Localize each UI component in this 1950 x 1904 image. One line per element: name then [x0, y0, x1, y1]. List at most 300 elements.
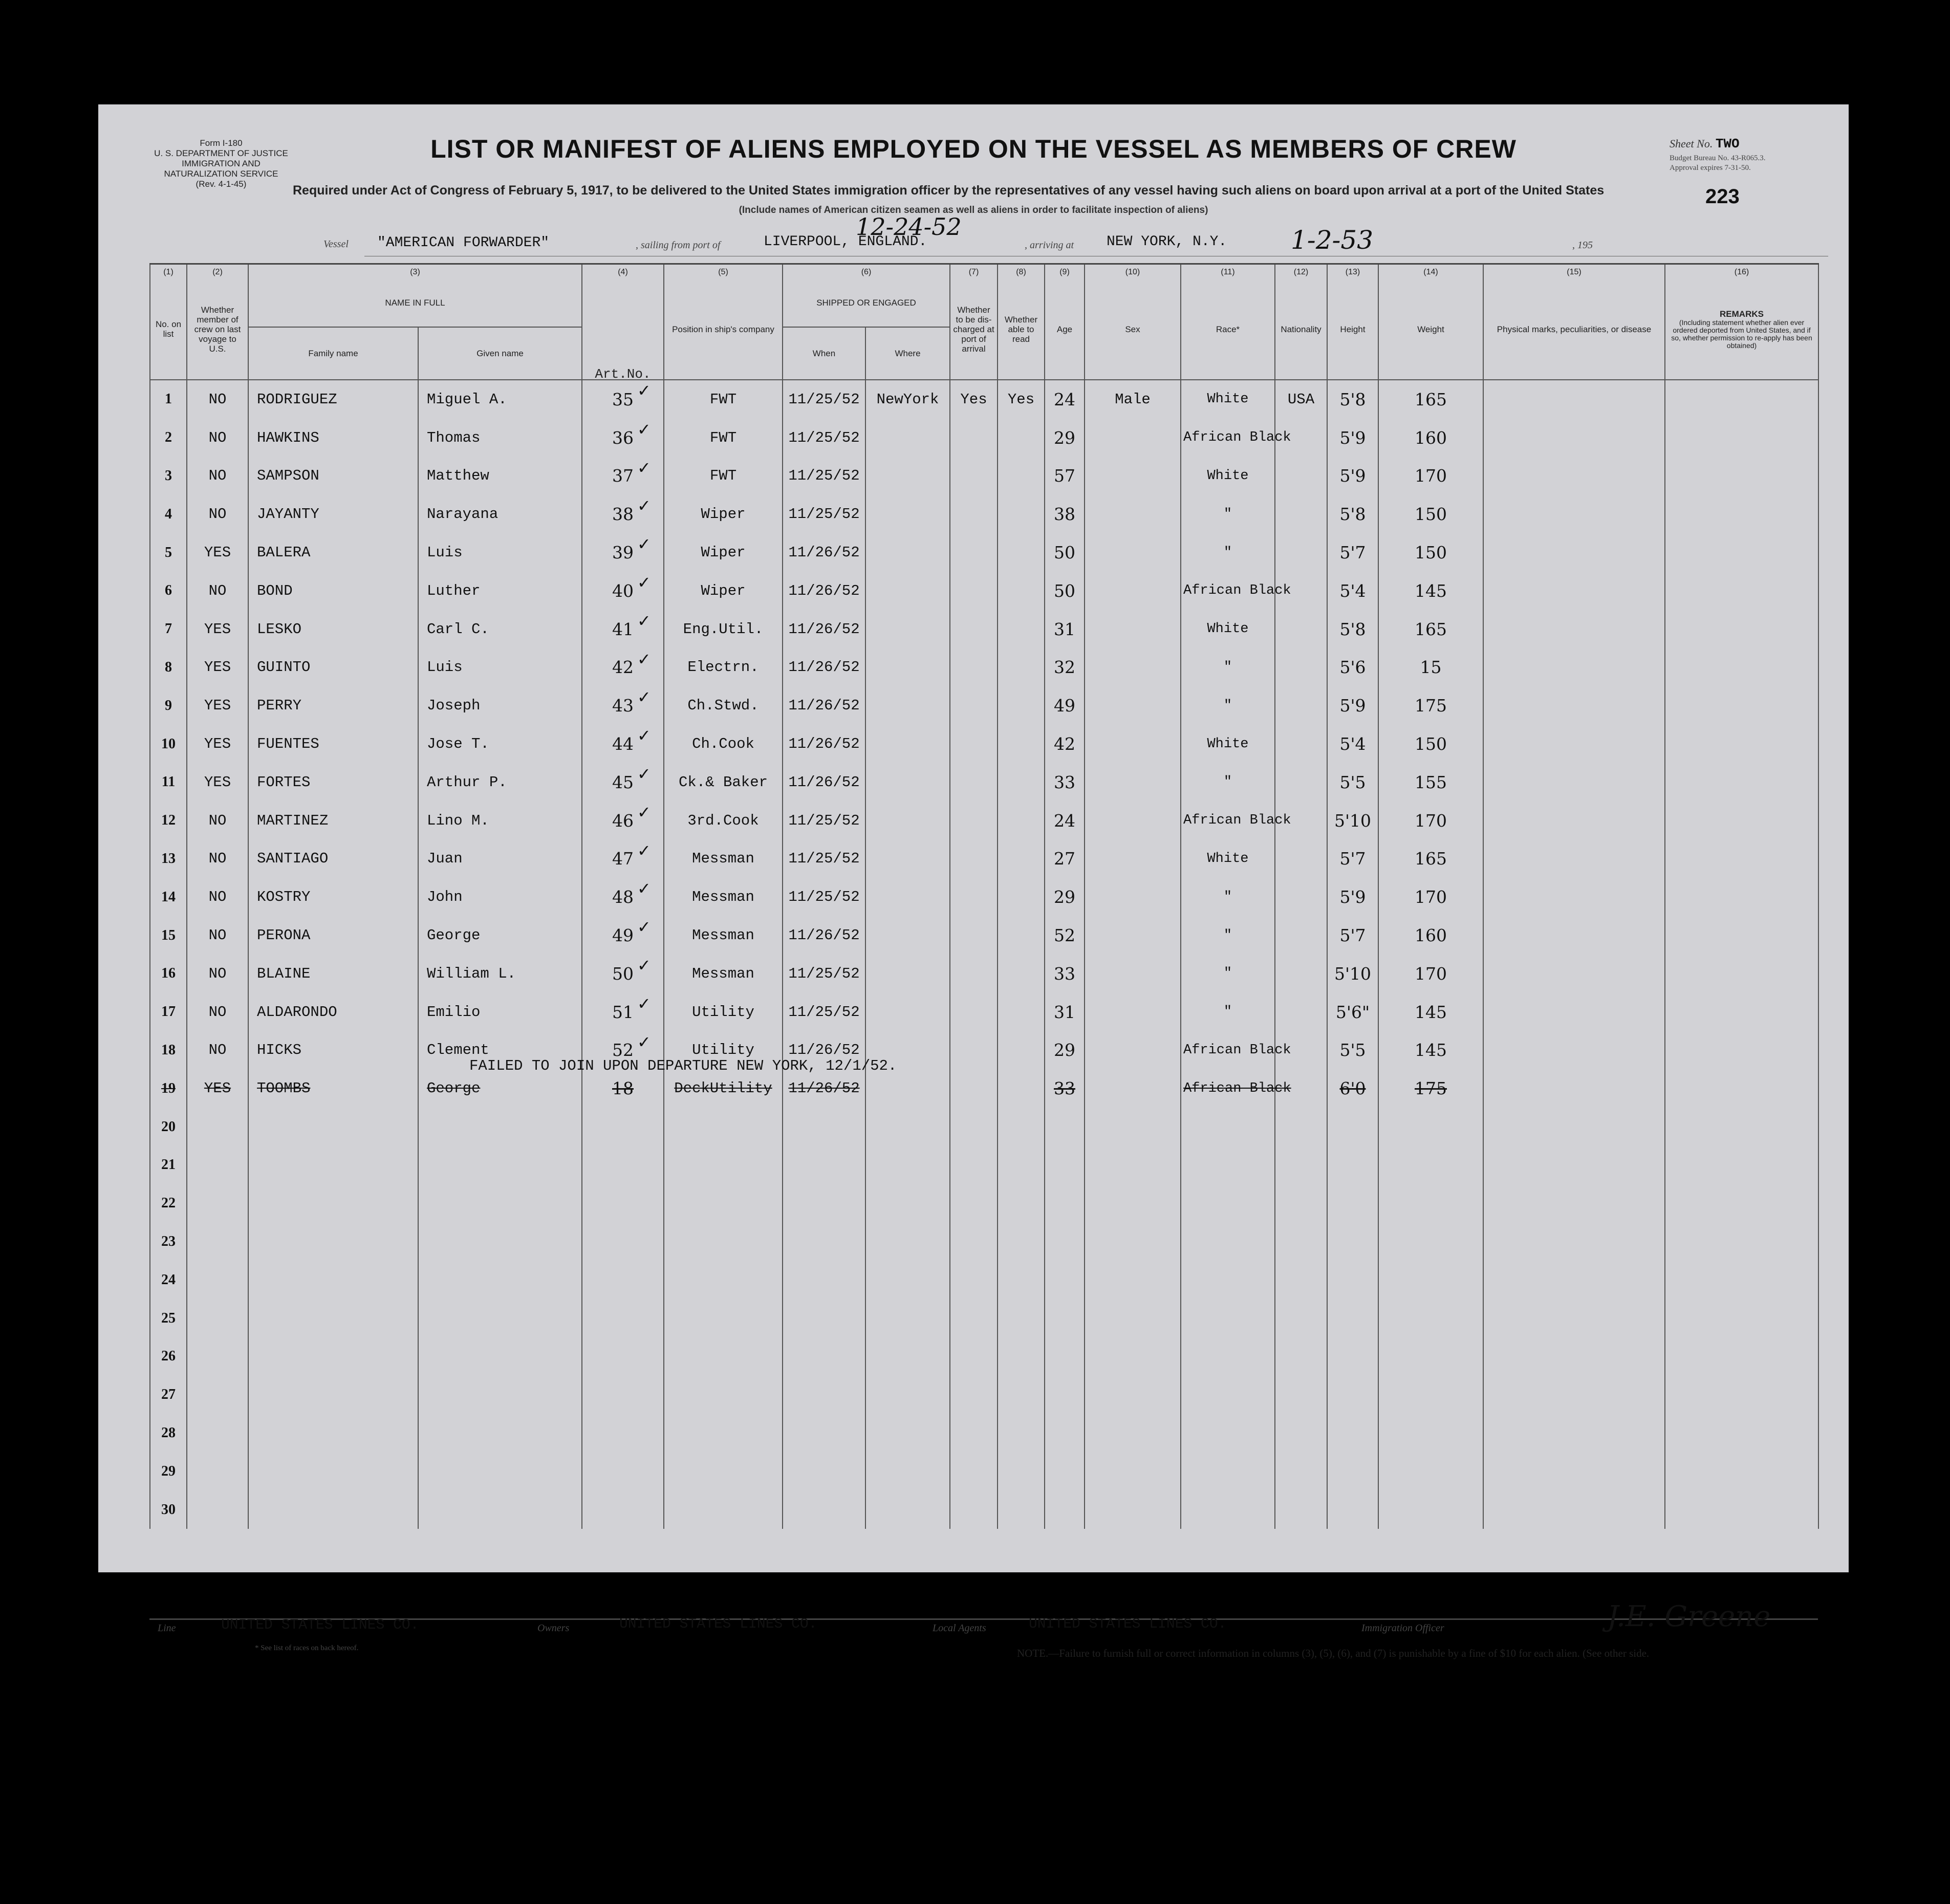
where-cell	[865, 916, 950, 955]
empty-cell	[1483, 1108, 1665, 1146]
empty-cell	[418, 1108, 582, 1146]
check-mark: ✓	[637, 1032, 651, 1052]
line-value: UNITED STATES LINES CO.	[221, 1617, 419, 1633]
empty-cell	[783, 1490, 865, 1529]
family-name-cell: PERONA	[248, 916, 418, 955]
empty-cell	[1085, 1261, 1181, 1299]
last-voyage-cell: YES	[187, 1069, 248, 1108]
age-cell: 29	[1045, 1031, 1085, 1070]
empty-cell	[1181, 1146, 1275, 1184]
empty-cell	[582, 1108, 664, 1146]
read-cell	[998, 725, 1045, 763]
empty-cell	[418, 1452, 582, 1490]
position-cell: DeckUtility	[664, 1069, 783, 1108]
empty-cell	[418, 1223, 582, 1261]
given-name-cell: Narayana	[418, 495, 582, 533]
check-mark: ✓	[637, 611, 651, 631]
when-cell: 11/25/52	[783, 495, 865, 533]
empty-cell	[248, 1146, 418, 1184]
empty-cell	[1085, 1414, 1181, 1453]
header-sex: Sex	[1085, 279, 1181, 380]
empty-cell	[664, 1414, 783, 1453]
race-cell: African Black	[1181, 572, 1275, 610]
when-cell: 11/26/52	[783, 1031, 865, 1070]
family-name-cell: KOSTRY	[248, 878, 418, 916]
nationality-cell	[1275, 725, 1327, 763]
empty-cell	[248, 1261, 418, 1299]
last-voyage-cell: NO	[187, 993, 248, 1031]
empty-cell	[950, 1452, 998, 1490]
position-cell: Messman	[664, 916, 783, 955]
nationality-cell	[1275, 686, 1327, 725]
empty-cell	[998, 1261, 1045, 1299]
weight-cell: 150	[1378, 495, 1483, 533]
age-cell: 29	[1045, 419, 1085, 457]
sex-cell	[1085, 763, 1181, 802]
empty-cell	[783, 1261, 865, 1299]
weight-cell: 15	[1378, 648, 1483, 687]
empty-cell	[998, 1490, 1045, 1529]
discharged-cell	[950, 610, 998, 648]
header-age: Age	[1045, 279, 1085, 380]
given-name-cell: Joseph	[418, 686, 582, 725]
empty-cell	[248, 1490, 418, 1529]
weight-cell: 175	[1378, 1069, 1483, 1108]
row-number: 11	[150, 763, 187, 802]
sex-cell	[1085, 955, 1181, 993]
row-number: 20	[150, 1108, 187, 1146]
row-number: 3	[150, 457, 187, 495]
position-cell: Ch.Cook	[664, 725, 783, 763]
where-cell	[865, 610, 950, 648]
family-name-cell: GUINTO	[248, 648, 418, 687]
column-number-row	[150, 264, 1818, 279]
row-number: 15	[150, 916, 187, 955]
empty-cell	[248, 1223, 418, 1261]
height-cell: 5'8	[1327, 495, 1378, 533]
race-cell: "	[1181, 763, 1275, 802]
empty-cell	[1665, 1490, 1818, 1529]
discharged-cell	[950, 763, 998, 802]
approval-expiry: Approval expires 7-31-50.	[1670, 164, 1751, 172]
sex-cell	[1085, 1069, 1181, 1108]
crew-row	[150, 993, 1818, 1031]
empty-cell	[865, 1223, 950, 1261]
crew-manifest-table	[149, 263, 1819, 1529]
remarks-cell	[1665, 1031, 1818, 1070]
discharged-cell	[950, 725, 998, 763]
when-cell: 11/25/52	[783, 419, 865, 457]
empty-cell	[1483, 1452, 1665, 1490]
header-weight: Weight	[1378, 279, 1483, 380]
height-cell: 6'0	[1327, 1069, 1378, 1108]
age-cell: 50	[1045, 533, 1085, 572]
where-cell	[865, 840, 950, 878]
empty-cell	[783, 1452, 865, 1490]
art-no-cell: 49	[582, 916, 664, 955]
height-cell: 5'4	[1327, 725, 1378, 763]
empty-row	[150, 1261, 1818, 1299]
family-name-cell: ALDARONDO	[248, 993, 418, 1031]
where-cell	[865, 495, 950, 533]
weight-cell: 155	[1378, 763, 1483, 802]
empty-cell	[1483, 1184, 1665, 1223]
where-cell	[865, 993, 950, 1031]
row-number: 17	[150, 993, 187, 1031]
empty-cell	[1275, 1146, 1327, 1184]
height-cell: 5'8	[1327, 610, 1378, 648]
weight-cell: 150	[1378, 533, 1483, 572]
col-num: (12)	[1275, 264, 1327, 279]
failed-to-join-note: FAILED TO JOIN UPON DEPARTURE NEW YORK, 12/1/52.	[469, 1057, 897, 1074]
sex-cell	[1085, 610, 1181, 648]
empty-cell	[248, 1299, 418, 1337]
given-name-cell: Luther	[418, 572, 582, 610]
sex-cell	[1085, 993, 1181, 1031]
height-cell: 5'7	[1327, 533, 1378, 572]
physical-marks-cell	[1483, 610, 1665, 648]
check-mark: ✓	[637, 534, 651, 554]
race-cell: White	[1181, 457, 1275, 495]
family-name-cell: FORTES	[248, 763, 418, 802]
empty-cell	[1378, 1261, 1483, 1299]
height-cell: 5'9	[1327, 686, 1378, 725]
row-number: 24	[150, 1261, 187, 1299]
empty-cell	[582, 1299, 664, 1337]
header-when: When	[783, 327, 865, 380]
empty-cell	[1085, 1376, 1181, 1414]
empty-cell	[1045, 1261, 1085, 1299]
empty-cell	[1378, 1452, 1483, 1490]
race-cell: "	[1181, 916, 1275, 955]
col-num: (4)	[582, 264, 664, 279]
empty-cell	[582, 1184, 664, 1223]
discharged-cell	[950, 533, 998, 572]
row-number: 25	[150, 1299, 187, 1337]
sex-cell	[1085, 916, 1181, 955]
empty-cell	[582, 1452, 664, 1490]
crew-row	[150, 725, 1818, 763]
position-cell: Messman	[664, 878, 783, 916]
empty-cell	[865, 1261, 950, 1299]
where-cell: NewYork	[865, 380, 950, 419]
given-name-cell: Thomas	[418, 419, 582, 457]
physical-marks-cell	[1483, 916, 1665, 955]
header-discharged: Whether to be dis-charged at port of arrival	[950, 279, 998, 380]
header-physical-marks: Physical marks, peculiarities, or disease	[1483, 279, 1665, 380]
empty-cell	[1045, 1414, 1085, 1453]
sailing-date-handwritten: 12-24-52	[856, 213, 962, 241]
position-cell: Utility	[664, 1031, 783, 1070]
col-num: (6)	[783, 264, 950, 279]
given-name-cell: Clement	[418, 1031, 582, 1070]
remarks-cell	[1665, 380, 1818, 419]
position-cell: FWT	[664, 380, 783, 419]
empty-cell	[1045, 1146, 1085, 1184]
empty-cell	[1045, 1337, 1085, 1376]
empty-cell	[1483, 1376, 1665, 1414]
art-no-cell: 52	[582, 1031, 664, 1070]
when-cell: 11/26/52	[783, 725, 865, 763]
family-name-cell: PERRY	[248, 686, 418, 725]
age-cell: 27	[1045, 840, 1085, 878]
sex-cell	[1085, 1031, 1181, 1070]
physical-marks-cell	[1483, 648, 1665, 687]
when-cell: 11/25/52	[783, 380, 865, 419]
sex-cell	[1085, 572, 1181, 610]
empty-cell	[1181, 1108, 1275, 1146]
last-voyage-cell: YES	[187, 610, 248, 648]
position-cell: FWT	[664, 457, 783, 495]
empty-cell	[1483, 1261, 1665, 1299]
weight-cell: 165	[1378, 380, 1483, 419]
family-name-cell: SAMPSON	[248, 457, 418, 495]
empty-cell	[1045, 1108, 1085, 1146]
row-number: 6	[150, 572, 187, 610]
row-number: 2	[150, 419, 187, 457]
given-name-cell: Jose T.	[418, 725, 582, 763]
remarks-subtitle: (Including statement whether alien ever ordered deported from United States, and if so, whether permission to re-apply has been obtained)	[1671, 318, 1812, 350]
height-cell: 5'9	[1327, 419, 1378, 457]
discharged-cell	[950, 1031, 998, 1070]
vessel-name: "AMERICAN FORWARDER"	[377, 235, 550, 251]
discharged-cell	[950, 916, 998, 955]
physical-marks-cell	[1483, 725, 1665, 763]
position-cell: Wiper	[664, 533, 783, 572]
art-no-cell: 43	[582, 686, 664, 725]
position-cell: FWT	[664, 419, 783, 457]
empty-cell	[582, 1261, 664, 1299]
weight-cell: 145	[1378, 1031, 1483, 1070]
crew-row	[150, 572, 1818, 610]
remarks-cell	[1665, 648, 1818, 687]
sailing-port: LIVERPOOL, ENGLAND.	[764, 234, 927, 250]
empty-cell	[1275, 1108, 1327, 1146]
row-number: 5	[150, 533, 187, 572]
sex-cell	[1085, 802, 1181, 840]
empty-cell	[950, 1490, 998, 1529]
empty-cell	[1275, 1452, 1327, 1490]
empty-cell	[248, 1376, 418, 1414]
vessel-label: Vessel	[323, 239, 349, 250]
empty-cell	[1181, 1223, 1275, 1261]
empty-cell	[1085, 1337, 1181, 1376]
nationality-cell: USA	[1275, 380, 1327, 419]
empty-cell	[1181, 1490, 1275, 1529]
check-mark: ✓	[637, 649, 651, 669]
row-number: 23	[150, 1223, 187, 1261]
crew-row	[150, 878, 1818, 916]
when-cell: 11/26/52	[783, 572, 865, 610]
age-cell: 52	[1045, 916, 1085, 955]
art-no-label: Art.No.	[595, 366, 651, 382]
art-no-cell: 41	[582, 610, 664, 648]
art-no-cell: 51	[582, 993, 664, 1031]
empty-cell	[664, 1261, 783, 1299]
col-num: (11)	[1181, 264, 1275, 279]
age-cell: 31	[1045, 610, 1085, 648]
read-cell	[998, 1031, 1045, 1070]
art-no-cell: 48	[582, 878, 664, 916]
col-num: (2)	[187, 264, 248, 279]
discharged-cell	[950, 840, 998, 878]
position-cell: Eng.Util.	[664, 610, 783, 648]
remarks-cell	[1665, 686, 1818, 725]
row-number: 19	[150, 1069, 187, 1108]
empty-cell	[1085, 1146, 1181, 1184]
height-cell: 5'9	[1327, 457, 1378, 495]
empty-cell	[1181, 1376, 1275, 1414]
row-number: 14	[150, 878, 187, 916]
check-mark: ✓	[637, 572, 651, 592]
empty-cell	[248, 1337, 418, 1376]
read-cell	[998, 916, 1045, 955]
art-no-cell: 39	[582, 533, 664, 572]
remarks-cell	[1665, 1069, 1818, 1108]
officer-label: Immigration Officer	[1361, 1622, 1444, 1634]
discharged-cell	[950, 572, 998, 610]
weight-cell: 165	[1378, 840, 1483, 878]
check-mark: ✓	[637, 993, 651, 1013]
family-name-cell: TOOMBS	[248, 1069, 418, 1108]
remarks-cell	[1665, 955, 1818, 993]
nationality-cell	[1275, 840, 1327, 878]
empty-cell	[1327, 1223, 1378, 1261]
empty-cell	[1327, 1337, 1378, 1376]
age-cell: 57	[1045, 457, 1085, 495]
weight-cell: 150	[1378, 725, 1483, 763]
header-shipped-engaged: SHIPPED OR ENGAGED	[783, 279, 950, 327]
empty-cell	[950, 1261, 998, 1299]
race-cell: "	[1181, 686, 1275, 725]
empty-cell	[187, 1337, 248, 1376]
remarks-cell	[1665, 878, 1818, 916]
race-cell: White	[1181, 840, 1275, 878]
height-cell: 5'5	[1327, 763, 1378, 802]
age-cell: 33	[1045, 955, 1085, 993]
empty-cell	[187, 1452, 248, 1490]
check-mark: ✓	[637, 955, 651, 975]
family-name-cell: BLAINE	[248, 955, 418, 993]
last-voyage-cell: NO	[187, 840, 248, 878]
arriving-label: , arriving at	[1025, 240, 1074, 251]
last-voyage-cell: NO	[187, 802, 248, 840]
read-cell	[998, 533, 1045, 572]
nationality-cell	[1275, 533, 1327, 572]
header-last-voyage: Whether member of crew on last voyage to U.S.	[187, 279, 248, 380]
height-cell: 5'7	[1327, 840, 1378, 878]
when-cell: 11/26/52	[783, 763, 865, 802]
race-cell: African Black	[1181, 419, 1275, 457]
position-cell: Ch.Stwd.	[664, 686, 783, 725]
empty-cell	[248, 1452, 418, 1490]
race-cell: African Black	[1181, 1069, 1275, 1108]
empty-cell	[187, 1414, 248, 1453]
header-given-name: Given name	[418, 327, 582, 380]
empty-cell	[950, 1146, 998, 1184]
when-cell: 11/26/52	[783, 1069, 865, 1108]
empty-cell	[418, 1376, 582, 1414]
race-cell: "	[1181, 993, 1275, 1031]
empty-cell	[1181, 1184, 1275, 1223]
remarks-cell	[1665, 572, 1818, 610]
position-cell: 3rd.Cook	[664, 802, 783, 840]
empty-cell	[998, 1184, 1045, 1223]
col-num: (8)	[998, 264, 1045, 279]
height-cell: 5'10	[1327, 802, 1378, 840]
age-cell: 49	[1045, 686, 1085, 725]
department: U. S. DEPARTMENT OF JUSTICE	[154, 148, 288, 158]
col-num: (5)	[664, 264, 783, 279]
empty-cell	[1483, 1299, 1665, 1337]
physical-marks-cell	[1483, 686, 1665, 725]
last-voyage-cell: YES	[187, 648, 248, 687]
given-name-cell: John	[418, 878, 582, 916]
check-mark: ✓	[637, 381, 651, 400]
art-no-cell: 44	[582, 725, 664, 763]
empty-cell	[187, 1108, 248, 1146]
position-cell: Ck.& Baker	[664, 763, 783, 802]
empty-cell	[1275, 1376, 1327, 1414]
empty-cell	[1378, 1490, 1483, 1529]
remarks-cell	[1665, 916, 1818, 955]
empty-cell	[1181, 1452, 1275, 1490]
weight-cell: 160	[1378, 916, 1483, 955]
race-cell: "	[1181, 955, 1275, 993]
where-cell	[865, 648, 950, 687]
remarks-cell	[1665, 840, 1818, 878]
read-cell	[998, 878, 1045, 916]
empty-cell	[418, 1337, 582, 1376]
given-name-cell: Matthew	[418, 457, 582, 495]
where-cell	[865, 878, 950, 916]
given-name-cell: Lino M.	[418, 802, 582, 840]
header-art-no	[582, 279, 664, 380]
age-cell: 31	[1045, 993, 1085, 1031]
empty-cell	[1327, 1108, 1378, 1146]
when-cell: 11/26/52	[783, 533, 865, 572]
discharged-cell	[950, 457, 998, 495]
physical-marks-cell	[1483, 955, 1665, 993]
nationality-cell	[1275, 993, 1327, 1031]
empty-cell	[664, 1223, 783, 1261]
physical-marks-cell	[1483, 878, 1665, 916]
given-name-cell: Luis	[418, 648, 582, 687]
empty-cell	[664, 1184, 783, 1223]
header-race: Race*	[1181, 279, 1275, 380]
empty-cell	[1378, 1414, 1483, 1453]
empty-cell	[1181, 1414, 1275, 1453]
height-cell: 5'10	[1327, 955, 1378, 993]
last-voyage-cell: NO	[187, 419, 248, 457]
weight-cell: 170	[1378, 802, 1483, 840]
empty-cell	[1275, 1414, 1327, 1453]
empty-row	[150, 1108, 1818, 1146]
read-cell	[998, 993, 1045, 1031]
discharged-cell: Yes	[950, 380, 998, 419]
empty-cell	[865, 1299, 950, 1337]
where-cell	[865, 686, 950, 725]
art-no-cell: 47	[582, 840, 664, 878]
when-cell: 11/26/52	[783, 610, 865, 648]
where-cell	[865, 802, 950, 840]
family-name-cell: RODRIGUEZ	[248, 380, 418, 419]
empty-cell	[865, 1146, 950, 1184]
header-able-to-read: Whether able to read	[998, 279, 1045, 380]
empty-row	[150, 1414, 1818, 1453]
empty-cell	[950, 1223, 998, 1261]
empty-cell	[1085, 1299, 1181, 1337]
